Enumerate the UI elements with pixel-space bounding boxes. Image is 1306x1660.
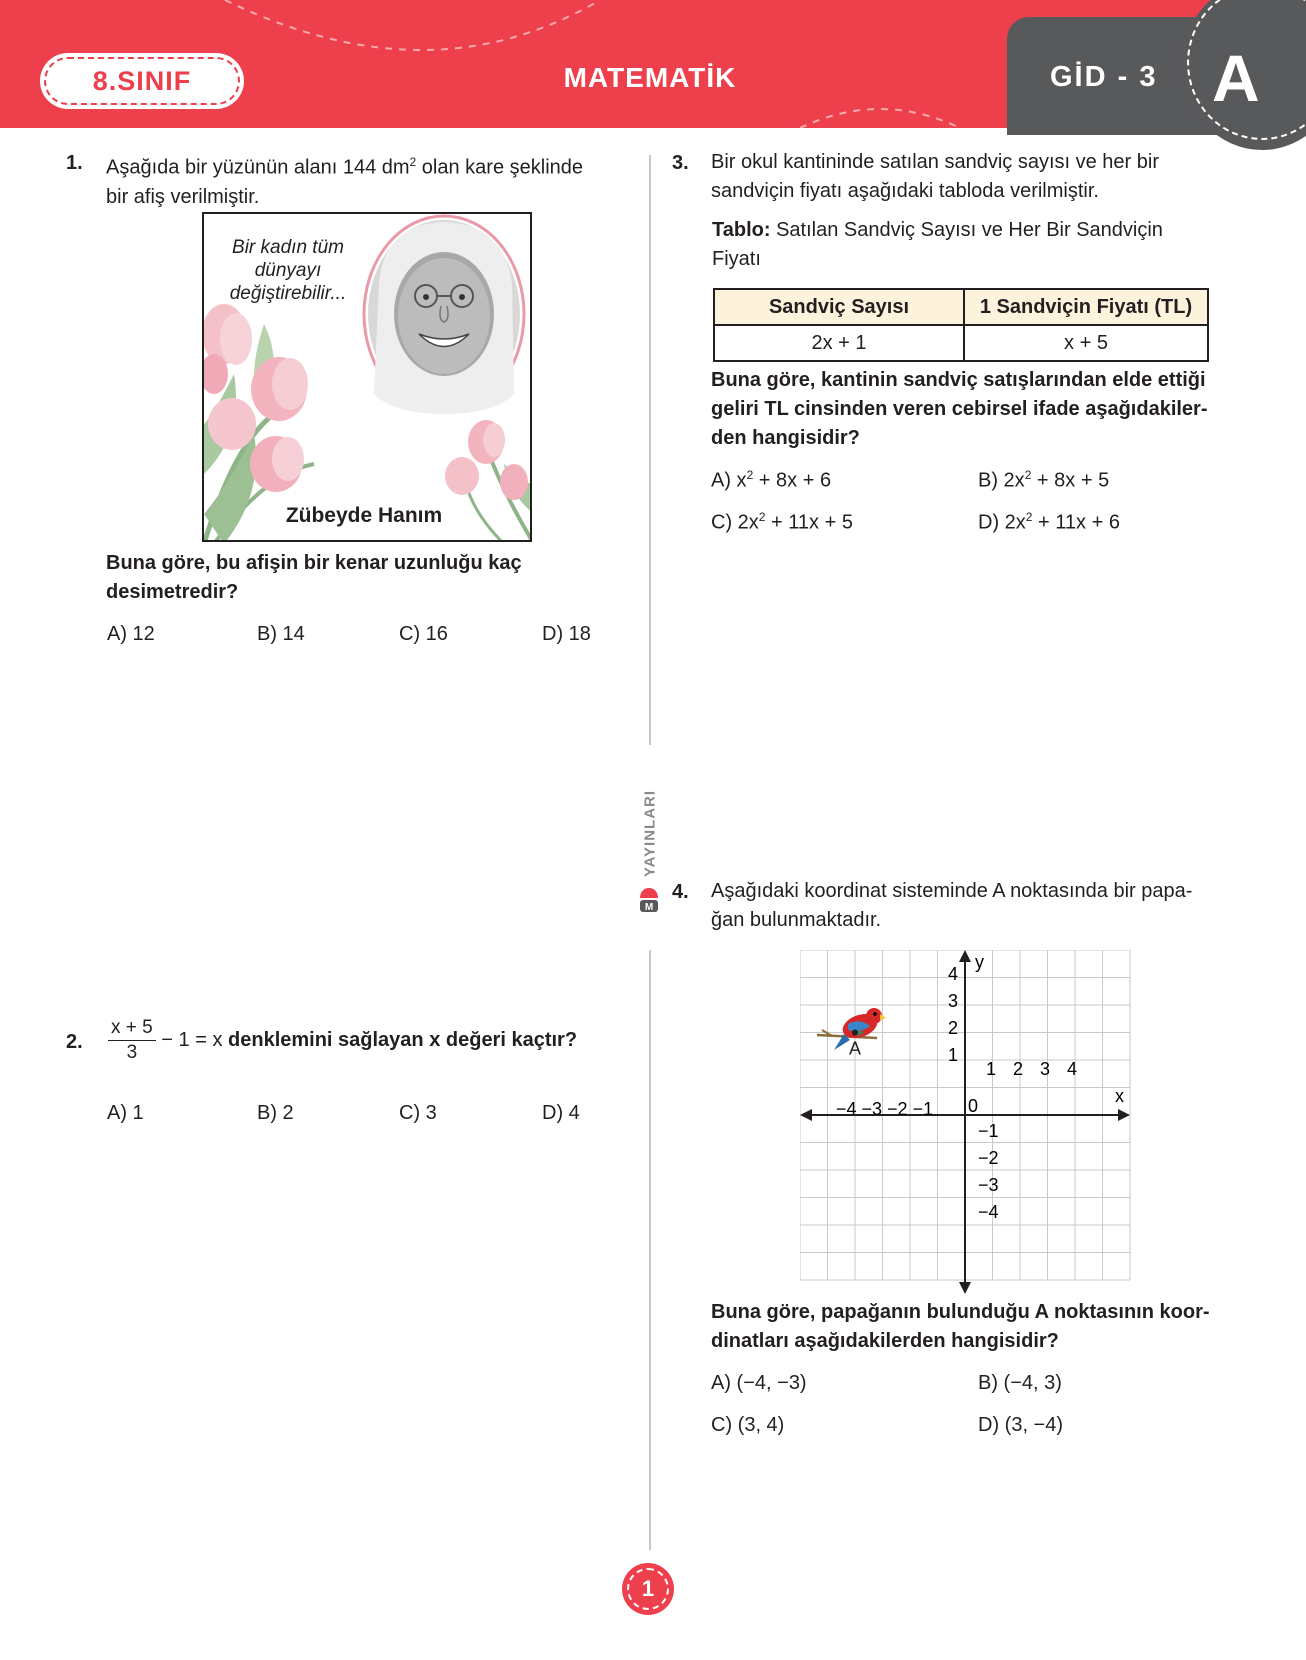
subject-title: MATEMATİK: [563, 62, 737, 93]
q3-option-d-rest: + 11x + 6: [1032, 511, 1120, 534]
y-tick-neg4: −4: [978, 1202, 999, 1222]
y-axis-arrow-up: [959, 950, 971, 962]
y-tick-neg1: −1: [978, 1121, 999, 1141]
q3-number: 3.: [672, 152, 689, 174]
q2-option-a[interactable]: A) 1: [107, 1102, 144, 1124]
q4-option-c[interactable]: C) (3, 4): [711, 1414, 785, 1436]
coordinate-graph: [800, 950, 1150, 1295]
poster-quote-line1: Bir kadın tüm: [232, 237, 344, 258]
q3-table-header-price: 1 Sandviçin Fiyatı (TL): [964, 289, 1208, 325]
q2-fraction: [108, 1016, 156, 1065]
q2-fraction-numerator: x + 5: [108, 1016, 156, 1041]
x-tick-4: 4: [1067, 1059, 1078, 1079]
point-a-label: A: [849, 1038, 862, 1059]
q2-stem: [108, 1016, 628, 1065]
q1-option-d[interactable]: D) 18: [542, 623, 591, 645]
q4-question-line2: dinatları aşağıdakilerden hangisidir?: [711, 1330, 1059, 1352]
q4-stem: [711, 877, 1281, 935]
q3-question-line3: den hangisidir?: [711, 427, 860, 449]
q3-option-a-rest: + 8x + 6: [753, 469, 832, 492]
graph-axes: [800, 950, 1130, 1294]
y-axis-label: y: [975, 952, 984, 972]
q3-table-caption-line1: Satılan Sandviç Sayısı ve Her Bir Sandviçin: [770, 219, 1163, 241]
publisher-mark: [634, 785, 664, 915]
y-tick-neg3: −3: [978, 1175, 999, 1195]
grade-badge: [40, 53, 244, 109]
grade-label: 8.SINIF: [44, 57, 240, 105]
x-tick-1: 1: [986, 1059, 997, 1079]
q1-option-c[interactable]: C) 16: [399, 623, 448, 645]
q1-number: 1.: [66, 152, 83, 174]
origin-label: 0: [968, 1096, 979, 1116]
q3-table-row: [714, 325, 1208, 361]
q3-option-d[interactable]: [978, 510, 1120, 535]
q2-question: denklemini sağlayan x değeri kaçtır?: [222, 1028, 578, 1051]
q1-stem: [106, 148, 626, 212]
y-tick-3: 3: [948, 991, 959, 1011]
q4-option-d[interactable]: D) (3, −4): [978, 1414, 1064, 1436]
q3-option-c-sup: 2: [758, 510, 766, 524]
q3-option-c-label: C) 2x: [711, 511, 759, 534]
q3-table-caption: [712, 216, 1272, 274]
poster: [202, 212, 532, 542]
q3-question-line2: geliri TL cinsinden veren cebirsel ifade aşağıdakiler-: [711, 398, 1208, 420]
q2-fraction-denominator: 3: [126, 1042, 138, 1063]
q3-stem-line1: Bir okul kantininde satılan sandviç sayısı ve her bir: [711, 151, 1159, 173]
q3-option-c-rest: + 11x + 5: [765, 511, 853, 534]
q3-table-header-count: Sandviç Sayısı: [714, 289, 964, 325]
poster-quote: [218, 236, 358, 305]
q1-stem-b: olan kare şeklinde: [416, 156, 584, 179]
test-code: GİD - 3: [1050, 61, 1158, 93]
q2-equation-rest: − 1 = x: [155, 1028, 223, 1051]
x-tick-2: 2: [1013, 1059, 1024, 1079]
y-tick-neg2: −2: [978, 1148, 999, 1168]
q1-option-a[interactable]: A) 12: [107, 623, 155, 645]
q4-option-a[interactable]: A) (−4, −3): [711, 1372, 807, 1394]
q1-option-b[interactable]: B) 14: [257, 623, 305, 645]
y-tick-2: 2: [948, 1018, 959, 1038]
q4-stem-line1: Aşağıdaki koordinat sisteminde A noktasında bir papa-: [711, 880, 1193, 902]
q3-table-cell-price: x + 5: [964, 325, 1208, 361]
publisher-logo-icon: [639, 887, 659, 913]
poster-name: Zübeyde Hanım: [285, 504, 443, 527]
x-tick-3: 3: [1040, 1059, 1051, 1079]
poster-quote-line3: değiştirebilir...: [229, 283, 347, 304]
q1-stem-line2: bir afiş verilmiştir.: [106, 185, 260, 208]
q3-option-b-label: B) 2x: [978, 469, 1025, 492]
q2-option-d[interactable]: D) 4: [542, 1102, 580, 1124]
page-number-badge: [622, 1563, 674, 1615]
q4-question-line1: Buna göre, papağanın bulunduğu A noktasının koor-: [711, 1301, 1210, 1323]
q3-option-b-rest: + 8x + 5: [1031, 469, 1110, 492]
y-tick-4: 4: [948, 964, 959, 984]
booklet-letter: A: [1212, 41, 1260, 115]
q3-option-d-sup: 2: [1025, 510, 1033, 524]
page-number: 1: [627, 1568, 669, 1610]
point-a-marker: [852, 1030, 858, 1036]
x-axis-arrow-right: [1118, 1109, 1130, 1121]
q3-table-header-row: [714, 289, 1208, 325]
q3-table-caption-label: Tablo:: [712, 219, 771, 241]
q3-question-line1: Buna göre, kantinin sandviç satışlarından elde ettiği: [711, 369, 1206, 391]
q3-table-caption-line2: Fiyatı: [712, 248, 761, 270]
poster-quote-line2: dünyayı: [254, 260, 322, 281]
q1-question-line1: Buna göre, bu afişin bir kenar uzunluğu kaç: [106, 552, 522, 574]
x-neg-ticks: −4 −3 −2 −1: [836, 1099, 934, 1119]
q3-option-d-label: D) 2x: [978, 511, 1026, 534]
svg-text:M: M: [644, 902, 654, 913]
q3-option-a[interactable]: [711, 468, 831, 493]
q3-option-b-sup: 2: [1024, 468, 1032, 482]
q1-question-line2: desimetredir?: [106, 581, 239, 603]
y-tick-1: 1: [948, 1045, 959, 1065]
q4-number: 4.: [672, 881, 689, 903]
q1-stem-a: Aşağıda bir yüzünün alanı 144 dm: [106, 156, 410, 179]
x-axis-label: x: [1115, 1086, 1124, 1106]
q4-question: [711, 1298, 1281, 1356]
y-axis-arrow-down: [959, 1282, 971, 1294]
q3-option-a-label: A) x: [711, 469, 747, 492]
x-axis-arrow-left: [800, 1109, 812, 1121]
q4-option-b[interactable]: B) (−4, 3): [978, 1372, 1062, 1394]
q3-option-a-sup: 2: [746, 468, 754, 482]
q3-stem: [711, 148, 1271, 206]
q3-table-cell-count: 2x + 1: [714, 325, 964, 361]
q3-table: [713, 288, 1209, 362]
publisher-name: YAYINLARI: [641, 789, 659, 878]
q4-stem-line2: ğan bulunmaktadır.: [711, 909, 882, 931]
q1-question: [106, 549, 626, 607]
q3-stem-line2: sandviçin fiyatı aşağıdaki tabloda verilmiştir.: [711, 180, 1099, 202]
q2-option-c[interactable]: C) 3: [399, 1102, 437, 1124]
q2-number: 2.: [66, 1031, 83, 1053]
q2-option-b[interactable]: B) 2: [257, 1102, 294, 1124]
q3-option-c[interactable]: [711, 510, 853, 535]
column-divider-bottom: [649, 950, 651, 1550]
column-divider-top: [649, 155, 651, 745]
q3-question: [711, 366, 1281, 453]
q1-stem-sup: 2: [409, 155, 417, 169]
q3-option-b[interactable]: [978, 468, 1109, 493]
